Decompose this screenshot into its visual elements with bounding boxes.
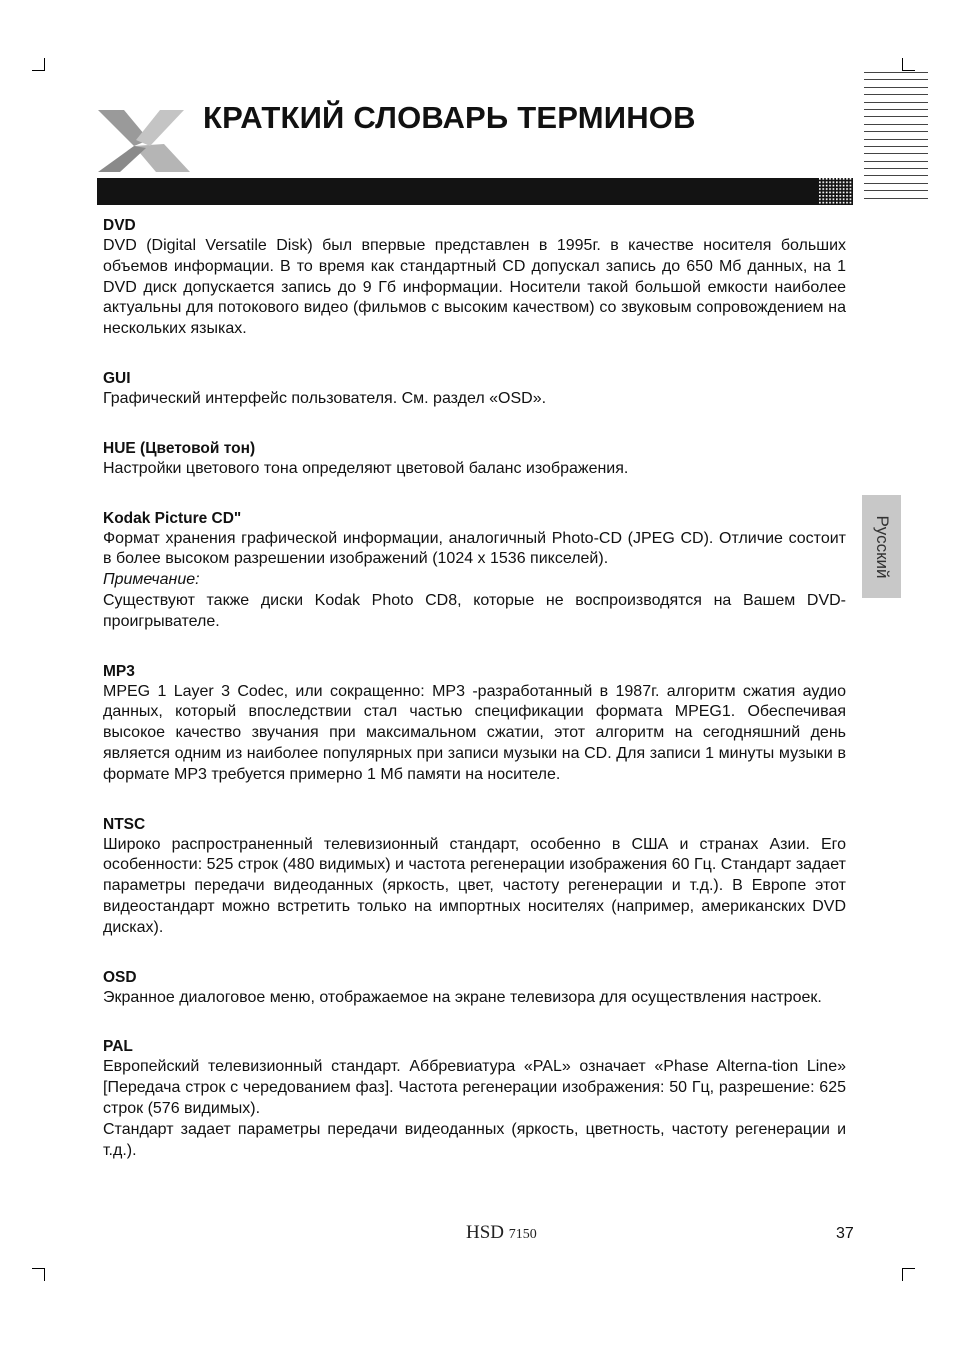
glossary-term: MP3 [103, 662, 135, 680]
glossary-term: OSD [103, 968, 137, 986]
glossary-entry-pal [103, 1037, 846, 1161]
glossary-term: NTSC [103, 815, 146, 833]
crop-mark-bottom-left [44, 1268, 45, 1281]
glossary-definition: DVD (Digital Versatile Disk) был впервые представлен в 1995г. в качестве носителя больших объемов информации. В то время как стандартный CD допускал запись до 650 Мб данных, на 1 DVD диск допускается запись до 9 Гб информации. Носители такой большой емкости наиболее актуальны для потокового видео (фильмов с высоким качеством) со звуковым сопровождением на нескольких языках. [103, 237, 846, 338]
glossary-term: Kodak Picture CD" [103, 509, 242, 527]
crop-mark-top-left [32, 70, 45, 71]
glossary-definition: Стандарт задает параметры передачи видеоданных (яркость, цветность, частоту регенерации и т.д.). [103, 1120, 846, 1159]
language-tab-label: Русский [872, 514, 892, 579]
glossary-entry-mp3 [103, 662, 846, 786]
dotted-pattern-icon [819, 178, 853, 205]
glossary-term: PAL [103, 1038, 133, 1056]
note-label: Примечание: [103, 571, 200, 589]
glossary-definition: Формат хранения графической информации, аналогичный Photo-CD (JPEG CD). Отличие состоит в более высоком разрешении изображений (1024 x 1536 пикселей). [103, 529, 846, 568]
glossary-definition: Широко распространенный телевизионный стандарт, особенно в США и странах Азии. Его особенности: 525 строк (480 видимых) и частота регенерации изображения 60 Гц. Стандарт задает параметры передачи видеоданных (яркость, цвет, частоту регенерации и т.д.). В Европе этот видеостандарт можно встретить только на импортных носителях (например, американских DVD дисках). [103, 835, 846, 936]
glossary-entry-hue [103, 439, 846, 480]
header-bar [97, 178, 853, 205]
glossary-entry-dvd [103, 216, 846, 340]
glossary-definition: Настройки цветового тона определяют цветовой баланс изображения. [103, 459, 629, 477]
glossary-entry-kodak-picture-cd [103, 509, 846, 633]
model-prefix: HSD [466, 1222, 505, 1243]
glossary-term: GUI [103, 369, 131, 387]
glossary-entry-gui [103, 369, 846, 410]
glossary-definition: Европейский телевизионный стандарт. Аббревиатура «PAL» означает «Phase Alterna-tion Line» [Передача строк с чередованием фаз]. Частота регенерации изображения: 50 Гц, разрешение: 625 строк (576 видимых). [103, 1058, 846, 1117]
crop-mark-bottom-right [902, 1268, 915, 1269]
crop-mark-top-right [902, 70, 915, 71]
crop-mark-bottom-right [902, 1268, 903, 1281]
glossary-term: DVD [103, 217, 136, 234]
xoro-x-logo-icon [94, 106, 194, 176]
model-name [466, 1222, 537, 1244]
language-tab [862, 495, 901, 598]
note-text: Существуют также диски Kodak Photo CD8, которые не воспроизводятся на Вашем DVD-проигрывателе. [103, 591, 846, 630]
page-number: 37 [836, 1225, 854, 1242]
glossary [103, 216, 846, 1161]
model-number: 7150 [508, 1227, 537, 1242]
glossary-definition: MPEG 1 Layer 3 Codec, или сокращенно: MP3 -разработанный в 1987г. алгоритм сжатия аудио данных, который впоследствии стал частью спецификации формата MPEG1. Обеспечивая высокое качество звучания при максимальном сжатии, этот алгоритм на сегодняшний день является одним из наиболее популярных при записи музыки на CD. Для записи 1 минуты музыки в формате MP3 требуется примерно 1 Мб памяти на носителе. [103, 682, 846, 783]
glossary-definition: Экранное диалоговое меню, отображаемое на экране телевизора для осуществления настроек. [103, 988, 822, 1006]
glossary-entry-osd [103, 968, 846, 1009]
decorative-hatch-lines [864, 72, 928, 205]
glossary-definition: Графический интерфейс пользователя. См. раздел «OSD». [103, 389, 547, 407]
page-title: КРАТКИЙ СЛОВАРЬ ТЕРМИНОВ [203, 100, 696, 135]
glossary-term: HUE (Цветовой тон) [103, 439, 256, 457]
glossary-entry-ntsc [103, 815, 846, 939]
